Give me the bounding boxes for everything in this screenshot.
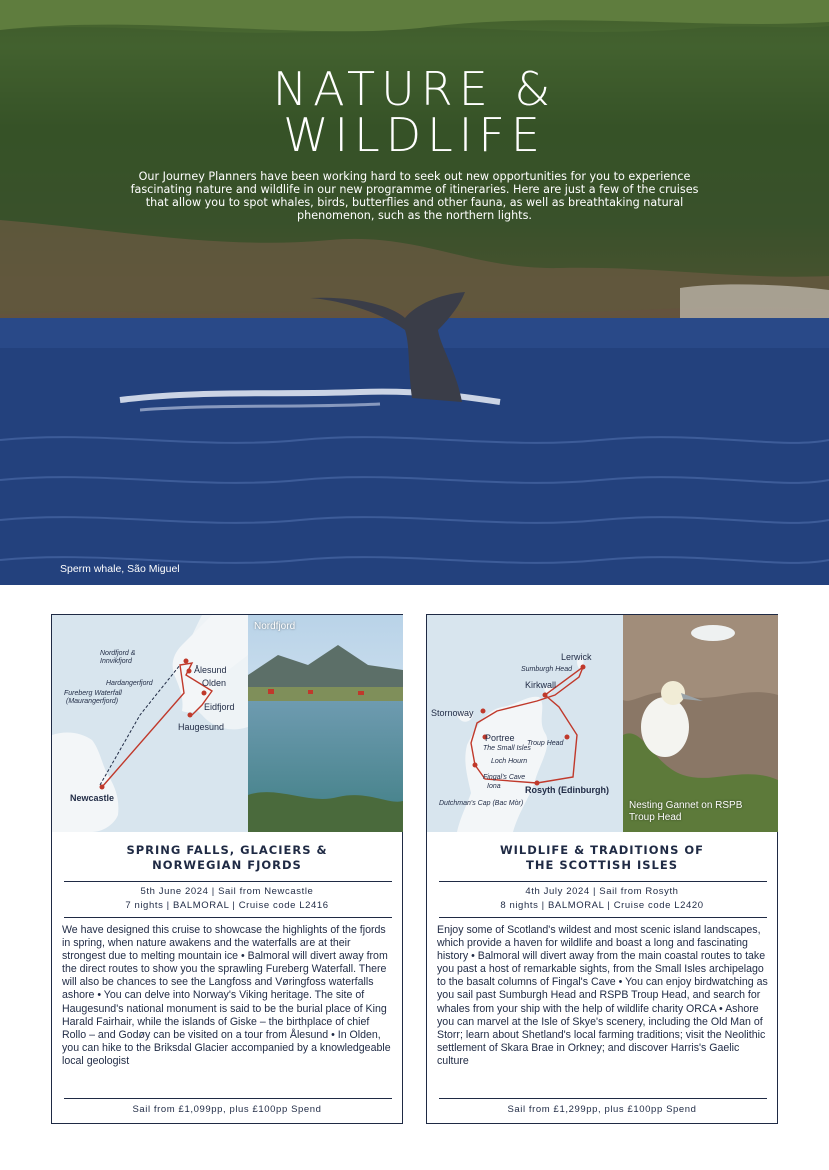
divider bbox=[439, 917, 767, 918]
hero-title-line1: NATURE & bbox=[272, 62, 557, 116]
card-title-line2: NORWEGIAN FJORDS bbox=[152, 858, 302, 872]
map-label-nordfjord: Nordfjord & bbox=[100, 650, 136, 657]
photo-nordfjord bbox=[248, 615, 403, 832]
cruise-date-port: 4th July 2024 | Sail from Rosyth bbox=[525, 886, 679, 897]
cruise-description: We have designed this cruise to showcase the highlights of the fjords in spring, when nature awakens and the waterfalls are at their strongest due to melting mountain ice • Balmoral will divert away from the direct routes to show you the sprawling Fureberg Waterfall. There will also be chances to see the Langfoss and Vøringfoss waterfalls ashore • You can delve into Norway's Viking heritage. The site of Haugesund's national monument is said to be the burial place of King Harald Fairhair, while the islands of Giske – the birthplace of chief Rollo – and Godøy can be visited on a tour from Ålesund • In Olden, you can hike to the Briksdal Glacier accompanied by a knowledgeable local geologist bbox=[62, 924, 391, 1067]
map-label-stornoway: Stornoway bbox=[431, 708, 474, 718]
photo-gannet bbox=[623, 615, 778, 832]
card-title-line1: WILDLIFE & TRADITIONS OF bbox=[499, 843, 705, 857]
divider bbox=[439, 1098, 767, 1099]
hero-title-line2: WILDLIFE bbox=[283, 108, 546, 162]
card-title-scotland bbox=[437, 843, 767, 873]
route-map-scotland bbox=[427, 615, 623, 832]
cruise-price: Sail from £1,299pp, plus £100pp Spend bbox=[507, 1104, 697, 1115]
divider bbox=[439, 881, 767, 882]
card-title-line2: THE SCOTTISH ISLES bbox=[526, 858, 678, 872]
map-label-olden: Olden bbox=[202, 678, 227, 688]
map-label-lerwick: Lerwick bbox=[561, 652, 592, 662]
photo-label-nordfjord: Nordfjord bbox=[254, 621, 296, 632]
map-label-fingals: Fingal's Cave bbox=[483, 774, 526, 781]
cruise-card-scotland bbox=[426, 614, 778, 1124]
map-label-newcastle: Newcastle bbox=[70, 793, 115, 803]
map-label-fureberg: Fureberg Waterfall bbox=[64, 690, 122, 697]
map-label-loch-hourn: Loch Hourn bbox=[491, 758, 528, 765]
cruise-nights-code: 7 nights | BALMORAL | Cruise code L2416 bbox=[125, 900, 329, 911]
map-label-sumburgh: Sumburgh Head bbox=[521, 666, 572, 673]
map-label-kirkwall: Kirkwall bbox=[525, 680, 557, 690]
hero-intro-text: Our Journey Planners have been working hard to seek out new opportunities for you to experience fascinating nature and wildlife in our new programme of itineraries. Here are just a few of the cruises that allow you to spot whales, birds, butterflies and other fauna, as well as breathtaking natural phenomenon, such as the northern lights. bbox=[130, 170, 699, 222]
cruise-nights-code: 8 nights | BALMORAL | Cruise code L2420 bbox=[500, 900, 704, 911]
divider bbox=[64, 1098, 392, 1099]
card-title-norway bbox=[62, 843, 392, 873]
route-map-norway bbox=[52, 615, 248, 832]
map-label-innvikfjord: Innvikfjord bbox=[100, 658, 132, 665]
cruise-date-port: 5th June 2024 | Sail from Newcastle bbox=[140, 886, 314, 897]
map-label-maurangerfjord: (Maurangerfjord) bbox=[66, 698, 119, 705]
map-label-alesund: Ålesund bbox=[194, 665, 227, 675]
cruise-description: Enjoy some of Scotland's wildest and most scenic island landscapes, which provide a haven for wildlife and boast a long and fascinating history • Balmoral will divert away from the main coastal routes to take you past a host of remarkable sights, from the Small Isles archipelago to the basalt columns of Fingal's Cave • You can enjoy birdwatching as you sail past Sumburgh Head and RSPB Troup Head, and search for whales from your ship with the help of wildlife charity ORCA • Ashore you can marvel at the Isle of Skye's scenery, including the Old Man of Storr; learn about Shetland's local farming traditions; visit the Neolithic settlement of Skara Brae in Orkney; and discover Harris's Gaelic culture bbox=[437, 924, 768, 1067]
map-label-eidfjord: Eidfjord bbox=[204, 702, 235, 712]
card-title-line1: SPRING FALLS, GLACIERS & bbox=[126, 843, 328, 857]
hero-photo-caption: Sperm whale, São Miguel bbox=[60, 563, 180, 575]
map-label-haugesund: Haugesund bbox=[178, 722, 225, 732]
map-label-dutchman: Dutchman's Cap (Bac Mòr) bbox=[439, 800, 524, 807]
map-label-iona: Iona bbox=[487, 783, 501, 790]
map-label-portree: Portree bbox=[485, 733, 515, 743]
divider bbox=[64, 881, 392, 882]
map-label-hardangerfjord: Hardangerfjord bbox=[106, 680, 153, 687]
photo-label-gannet: Nesting Gannet on RSPB Troup Head bbox=[629, 800, 743, 823]
cruise-card-norway bbox=[51, 614, 403, 1124]
map-label-small-isles: The Small Isles bbox=[483, 745, 531, 752]
map-label-troup: Troup Head bbox=[527, 740, 564, 747]
map-label-rosyth: Rosyth (Edinburgh) bbox=[525, 785, 609, 795]
divider bbox=[64, 917, 392, 918]
cruise-price: Sail from £1,099pp, plus £100pp Spend bbox=[132, 1104, 322, 1115]
